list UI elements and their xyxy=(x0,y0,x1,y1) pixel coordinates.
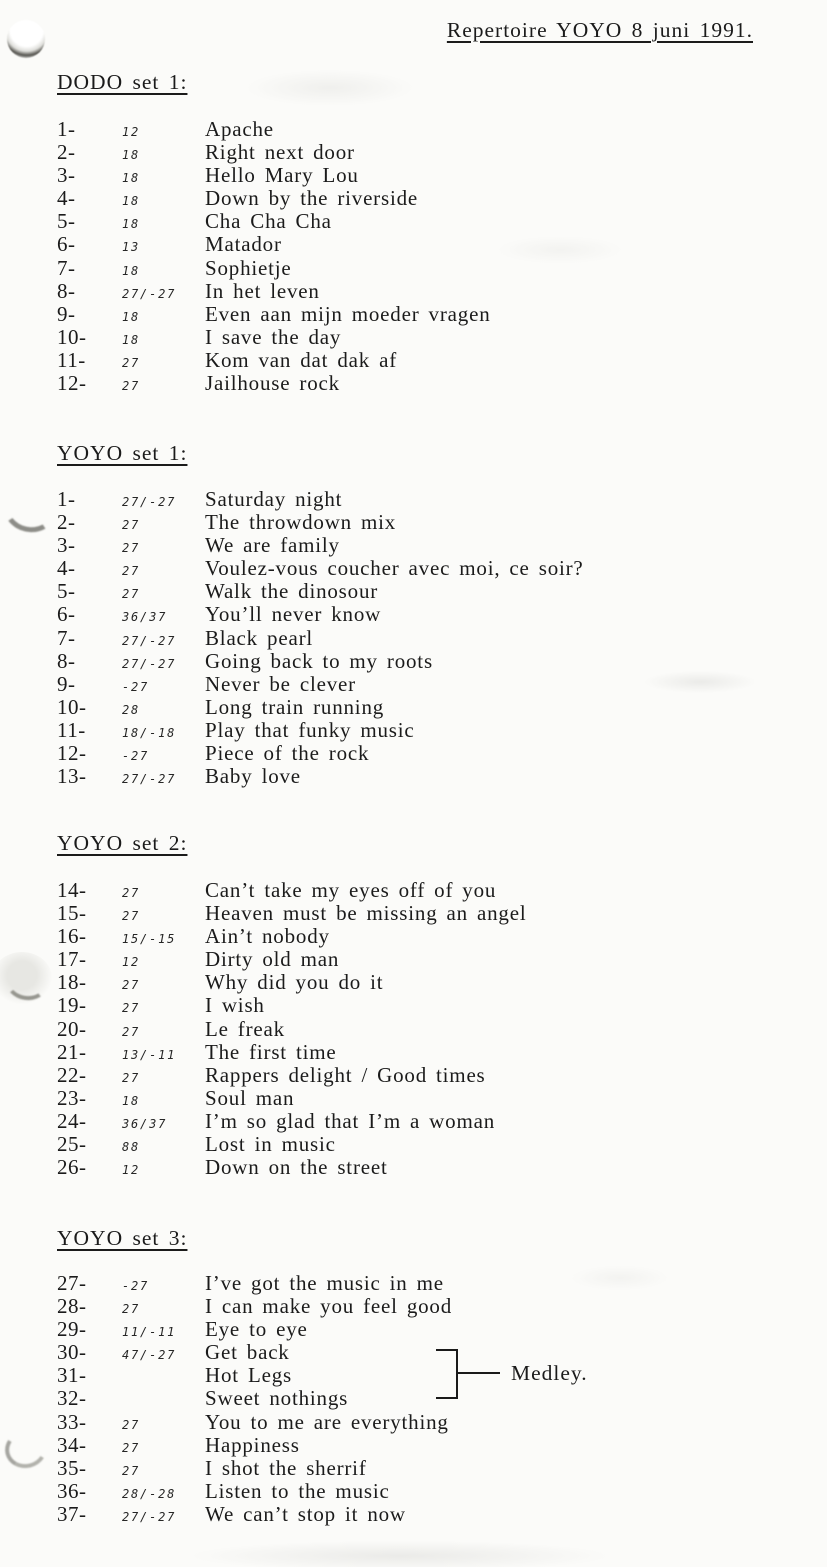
song-row xyxy=(57,487,584,510)
song-title: Listen to the music xyxy=(205,1478,390,1503)
song-title: Kom van dat dak af xyxy=(205,347,398,372)
song-number: 23- xyxy=(57,1085,87,1110)
song-row xyxy=(57,901,527,924)
tempo-code: 18 xyxy=(122,1093,141,1108)
song-number: 22- xyxy=(57,1062,87,1087)
medley-bracket-vertical xyxy=(456,1349,458,1399)
song-row xyxy=(57,279,491,302)
song-title: Never be clever xyxy=(205,671,356,696)
medley-label: Medley. xyxy=(511,1361,588,1385)
tempo-code: 18 xyxy=(122,309,141,324)
tempo-code: 18 xyxy=(122,217,141,232)
tempo-code: 88 xyxy=(122,1140,141,1155)
tempo-code: 27 xyxy=(122,886,141,900)
set-heading: YOYO set 2: xyxy=(57,831,188,855)
song-title: Get back xyxy=(205,1340,290,1365)
song-number: 4- xyxy=(57,556,76,581)
song-rows xyxy=(57,117,491,394)
song-number: 28- xyxy=(57,1294,87,1319)
song-row xyxy=(57,741,584,764)
song-title: Down on the street xyxy=(205,1155,388,1180)
song-row xyxy=(57,970,527,993)
tempo-code: 12 xyxy=(122,125,141,139)
song-row xyxy=(57,1017,527,1040)
set-heading: YOYO set 3: xyxy=(57,1226,188,1250)
song-row xyxy=(57,1317,452,1340)
song-number: 29- xyxy=(57,1317,87,1342)
song-number: 15- xyxy=(57,901,87,926)
song-rows xyxy=(57,487,584,787)
medley-bracket-connector xyxy=(458,1372,500,1374)
song-number: 14- xyxy=(57,878,87,902)
song-row xyxy=(57,510,584,533)
song-title: Baby love xyxy=(205,764,301,789)
song-title: Jailhouse rock xyxy=(205,371,340,396)
song-row xyxy=(57,1132,527,1155)
song-row xyxy=(57,117,491,140)
song-number: 10- xyxy=(57,694,87,719)
song-row xyxy=(57,371,491,394)
tempo-code: 27 xyxy=(122,1070,141,1085)
song-title: Long train running xyxy=(205,694,385,719)
tempo-code: 27 xyxy=(122,1024,141,1039)
song-number: 34- xyxy=(57,1432,87,1457)
song-row xyxy=(57,718,584,741)
song-row xyxy=(57,924,527,947)
tempo-code: 11/-11 xyxy=(122,1325,177,1340)
song-number: 11- xyxy=(57,717,86,742)
song-title: Play that funky music xyxy=(205,717,415,742)
song-number: 8- xyxy=(57,278,76,303)
song-title: Hot Legs xyxy=(205,1363,292,1388)
song-title: Saturday night xyxy=(205,487,343,511)
song-row xyxy=(57,556,584,579)
song-row xyxy=(57,579,584,602)
song-title: We can’t stop it now xyxy=(205,1501,406,1526)
song-number: 10- xyxy=(57,324,87,349)
song-row xyxy=(57,1410,452,1433)
song-title: I wish xyxy=(205,993,265,1018)
set-heading: DODO set 1: xyxy=(57,70,188,94)
song-title: Le freak xyxy=(205,1016,285,1041)
song-number: 24- xyxy=(57,1108,87,1133)
song-row xyxy=(57,1294,452,1317)
set-heading: YOYO set 1: xyxy=(57,441,188,465)
tempo-code: 18 xyxy=(122,332,141,347)
song-title: You to me are everything xyxy=(205,1409,449,1434)
song-title: Apache xyxy=(205,117,274,141)
tempo-code: 12 xyxy=(122,1163,141,1178)
song-row xyxy=(57,1340,452,1363)
song-number: 3- xyxy=(57,533,76,558)
tempo-code: 27 xyxy=(122,587,141,602)
set-section xyxy=(57,441,584,787)
song-number: 2- xyxy=(57,510,76,535)
tempo-code: 27/-27 xyxy=(122,286,177,301)
song-title: Heaven must be missing an angel xyxy=(205,901,527,926)
song-number: 17- xyxy=(57,947,87,972)
song-row xyxy=(57,256,491,279)
tempo-code: -27 xyxy=(122,1279,150,1293)
song-number: 7- xyxy=(57,255,76,280)
song-row xyxy=(57,878,527,901)
song-number: 30- xyxy=(57,1340,87,1365)
song-title: I’ve got the music in me xyxy=(205,1271,444,1295)
song-title: In het leven xyxy=(205,278,320,303)
tempo-code: 18 xyxy=(122,263,141,278)
document-title: Repertoire YOYO 8 juni 1991. xyxy=(446,18,753,42)
song-number: 13- xyxy=(57,764,87,789)
song-title: Matador xyxy=(205,232,282,257)
song-title: Voulez-vous coucher avec moi, ce soir? xyxy=(205,556,584,581)
song-title: Eye to eye xyxy=(205,1317,308,1342)
song-number: 12- xyxy=(57,371,87,396)
tempo-code: 18 xyxy=(122,171,141,186)
tempo-code: 27 xyxy=(122,978,141,993)
song-number: 6- xyxy=(57,232,76,257)
tempo-code: 13 xyxy=(122,240,141,255)
tempo-code: 18 xyxy=(122,148,141,163)
song-number: 6- xyxy=(57,602,76,627)
song-number: 36- xyxy=(57,1478,87,1503)
song-title: The first time xyxy=(205,1039,337,1064)
song-number: 35- xyxy=(57,1455,87,1480)
song-title: Ain’t nobody xyxy=(205,924,330,949)
song-number: 11- xyxy=(57,347,86,372)
song-title: Down by the riverside xyxy=(205,186,419,211)
tempo-code: 27 xyxy=(122,379,141,394)
song-title: Dirty old man xyxy=(205,947,340,972)
song-row xyxy=(57,672,584,695)
song-number: 19- xyxy=(57,993,87,1018)
song-row xyxy=(57,348,491,371)
tempo-code: 27 xyxy=(122,355,141,370)
set-section xyxy=(57,1226,452,1525)
tempo-code: 27 xyxy=(122,1001,141,1016)
tempo-code: 15/-15 xyxy=(122,932,177,947)
song-rows xyxy=(57,878,527,1178)
song-number: 20- xyxy=(57,1016,87,1041)
song-row xyxy=(57,302,491,325)
song-title: Black pearl xyxy=(205,625,314,650)
song-row xyxy=(57,232,491,255)
song-number: 1- xyxy=(57,487,76,511)
song-number: 12- xyxy=(57,741,87,766)
song-number: 21- xyxy=(57,1039,87,1064)
song-row xyxy=(57,533,584,556)
tempo-code: 18/-18 xyxy=(122,725,177,740)
song-title: I’m so glad that I’m a woman xyxy=(205,1108,496,1133)
tempo-code: 27 xyxy=(122,541,141,556)
tempo-code: 27 xyxy=(122,1463,141,1478)
tempo-code: 27 xyxy=(122,564,141,579)
song-title: Walk the dinosour xyxy=(205,579,379,604)
song-row xyxy=(57,1433,452,1456)
song-rows xyxy=(57,1271,452,1525)
tempo-code: 27 xyxy=(122,909,141,924)
song-title: Lost in music xyxy=(205,1132,336,1157)
song-row xyxy=(57,140,491,163)
tempo-code: 13/-11 xyxy=(122,1047,177,1062)
song-row xyxy=(57,649,584,672)
tempo-code: 28/-28 xyxy=(122,1486,177,1501)
song-number: 1- xyxy=(57,117,76,141)
song-title: Soul man xyxy=(205,1085,295,1110)
tempo-code: 36/37 xyxy=(122,1116,168,1131)
song-number: 32- xyxy=(57,1386,87,1411)
song-row xyxy=(57,1386,452,1409)
set-section xyxy=(57,831,527,1178)
song-title: Even aan mijn moeder vragen xyxy=(205,301,491,326)
song-row xyxy=(57,626,584,649)
song-row xyxy=(57,993,527,1016)
song-number: 5- xyxy=(57,209,76,234)
tempo-code: 18 xyxy=(122,194,141,209)
song-row xyxy=(57,1109,527,1132)
song-title: We are family xyxy=(205,533,340,558)
song-title: Rappers delight / Good times xyxy=(205,1062,486,1087)
song-title: The throwdown mix xyxy=(205,510,397,535)
tempo-code: 27/-27 xyxy=(122,495,177,509)
song-title: You’ll never know xyxy=(205,602,382,627)
song-title: Hello Mary Lou xyxy=(205,163,359,188)
song-row xyxy=(57,1456,452,1479)
tempo-code: 47/-27 xyxy=(122,1348,177,1363)
song-number: 7- xyxy=(57,625,76,650)
song-row xyxy=(57,186,491,209)
tempo-code: 27 xyxy=(122,1417,141,1432)
song-row xyxy=(57,1363,452,1386)
song-title: Can’t take my eyes off of you xyxy=(205,878,497,902)
song-number: 37- xyxy=(57,1501,87,1526)
song-row xyxy=(57,209,491,232)
song-row xyxy=(57,163,491,186)
song-row xyxy=(57,1086,527,1109)
set-section xyxy=(57,70,491,394)
song-title: Happiness xyxy=(205,1432,300,1457)
song-number: 3- xyxy=(57,163,76,188)
song-title: Why did you do it xyxy=(205,970,384,995)
song-title: Sweet nothings xyxy=(205,1386,349,1411)
song-number: 31- xyxy=(57,1363,87,1388)
song-row xyxy=(57,1502,452,1525)
song-number: 27- xyxy=(57,1271,87,1295)
song-row xyxy=(57,764,584,787)
song-row xyxy=(57,1271,452,1294)
medley-bracket-top xyxy=(436,1349,458,1351)
song-number: 16- xyxy=(57,924,87,949)
song-number: 25- xyxy=(57,1132,87,1157)
song-row xyxy=(57,1155,527,1178)
song-row xyxy=(57,325,491,348)
tempo-code: -27 xyxy=(122,679,150,694)
song-number: 9- xyxy=(57,671,76,696)
tempo-code: 27/-27 xyxy=(122,633,177,648)
song-number: 5- xyxy=(57,579,76,604)
song-title: I save the day xyxy=(205,324,342,349)
song-row xyxy=(57,1063,527,1086)
song-title: Sophietje xyxy=(205,255,292,280)
tempo-code: 12 xyxy=(122,955,141,970)
tempo-code: 27/-27 xyxy=(122,772,177,787)
song-number: 9- xyxy=(57,301,76,326)
song-number: 26- xyxy=(57,1155,87,1180)
medley-bracket-bottom xyxy=(436,1397,458,1399)
song-title: I can make you feel good xyxy=(205,1294,453,1319)
song-title: Going back to my roots xyxy=(205,648,433,673)
song-row xyxy=(57,695,584,718)
tempo-code: 27 xyxy=(122,1302,141,1317)
tempo-code: 36/37 xyxy=(122,610,168,625)
song-row xyxy=(57,1479,452,1502)
song-number: 18- xyxy=(57,970,87,995)
song-title: Right next door xyxy=(205,140,355,165)
tempo-code: -27 xyxy=(122,749,150,764)
song-title: Cha Cha Cha xyxy=(205,209,332,234)
song-row xyxy=(57,947,527,970)
song-row xyxy=(57,1040,527,1063)
song-number: 2- xyxy=(57,140,76,165)
tempo-code: 27/-27 xyxy=(122,1509,177,1524)
tempo-code: 28 xyxy=(122,702,141,717)
tempo-code: 27/-27 xyxy=(122,656,177,671)
song-row xyxy=(57,602,584,625)
song-title: I shot the sherrif xyxy=(205,1455,367,1480)
song-title: Piece of the rock xyxy=(205,741,370,766)
song-number: 4- xyxy=(57,186,76,211)
song-number: 33- xyxy=(57,1409,87,1434)
tempo-code: 27 xyxy=(122,1440,141,1455)
song-number: 8- xyxy=(57,648,76,673)
tempo-code: 27 xyxy=(122,518,141,533)
